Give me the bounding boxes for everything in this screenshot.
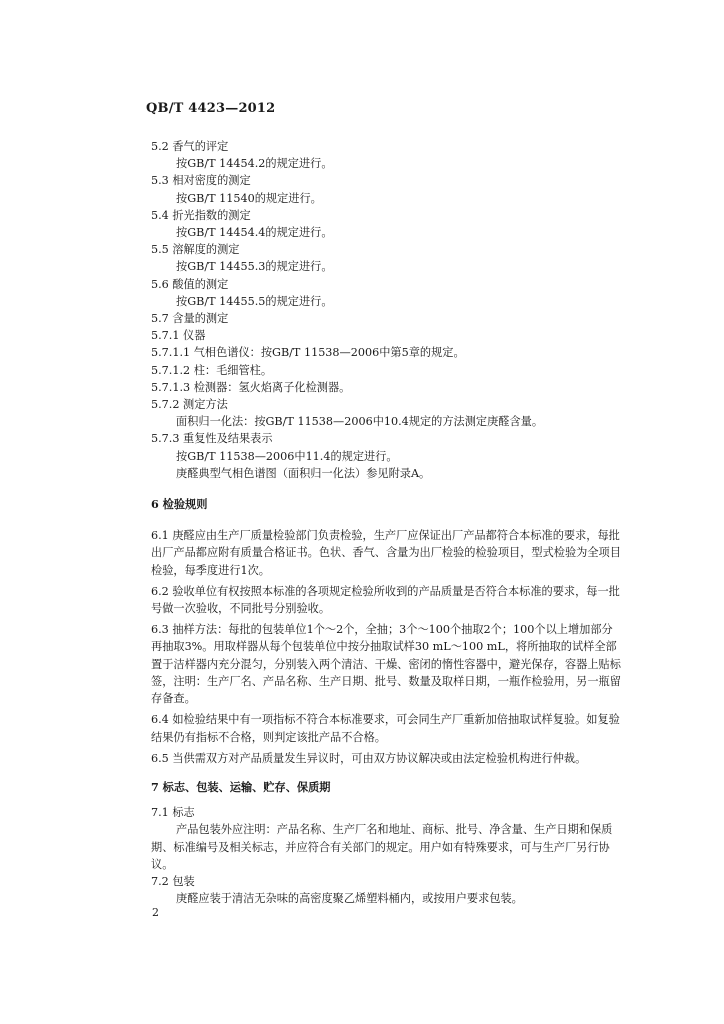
doc-line: 5.2 香气的评定 [151, 140, 229, 153]
doc-line: 庚醛典型气相色谱图（面积归一化法）参见附录A。 [176, 466, 431, 480]
page-number: 2 [152, 906, 159, 919]
doc-line: 按GB/T 14454.4的规定进行。 [176, 226, 333, 240]
section7-2-title: 7.2 包装 [151, 874, 195, 888]
section6-title: 6 检验规则 [151, 497, 208, 512]
doc-line: 5.4 折光指数的测定 [151, 208, 251, 222]
section6-paragraph: 6.4 如检验结果中有一项指标不符合本标准要求，可会同生产厂重新加倍抽取试样复验。如复验结果仍有指标不合格，则判定该批产品不合格。 [151, 713, 620, 744]
section6-paragraph: 6.3 抽样方法：每批的包装单位1个～2个，全抽；3个～100个抽取2个；100个以上增加部分再抽取3%。用取样器从每个包装单位中按分抽取试样30 mL～100 mL，将所抽取的试样全部置于洁样器内充分混匀，分别装入两个清洁、干燥、密闭的惰性容器中，避光保存，容器上贴标签，注明：生产厂名、产品名称、生产日期、批号、数量及取样日期，一瓶作检验用，另一瓶留存备查。 [151, 623, 621, 706]
doc-line: 5.7.1.3 检测器：氢火焰离子化检测器。 [151, 380, 351, 394]
doc-line: 5.7.3 重复性及结果表示 [151, 432, 273, 446]
document-body [151, 138, 621, 907]
document-code-header: QB/T 4423—2012 [146, 101, 276, 116]
doc-line: 按GB/T 11538—2006中11.4的规定进行。 [176, 449, 398, 463]
doc-line: 按GB/T 14455.3的规定进行。 [176, 260, 333, 274]
doc-line: 5.5 溶解度的测定 [151, 243, 240, 257]
doc-line: 按GB/T 11540的规定进行。 [176, 191, 322, 205]
doc-line: 5.6 酸值的测定 [151, 277, 229, 291]
section7-2-text: 庚醛应装于清洁无杂味的高密度聚乙烯塑料桶内，或按用户要求包装。 [176, 892, 523, 906]
section7-1-title: 7.1 标志 [151, 806, 195, 820]
section6-paragraphs [151, 527, 621, 767]
section6-paragraph: 6.1 庚醛应由生产厂质量检验部门负责检验，生产厂应保证出厂产品都符合本标准的要求，每批出厂产品都应附有质量合格证书。色状、香气、含量为出厂检验的检验项目，型式检验为全项目检验，每季度进行1次。 [151, 529, 621, 577]
section6-paragraph: 6.5 当供需双方对产品质量发生异议时，可由双方协议解决或由法定检验机构进行仲裁。 [151, 751, 587, 765]
doc-line: 5.7.2 测定方法 [151, 398, 228, 412]
section6-paragraph: 6.2 验收单位有权按照本标准的各项规定检验所收到的产品质量是否符合本标准的要求，每一批号做一次验收，不同批号分别验收。 [151, 584, 620, 616]
doc-line: 面积归一化法：按GB/T 11538—2006中10.4规定的方法测定庚醛含量。 [176, 415, 544, 429]
doc-line: 5.7.1.1 气相色谱仪：按GB/T 11538—2006中第5章的规定。 [151, 346, 465, 360]
doc-line: 5.3 相对密度的测定 [151, 174, 251, 188]
doc-line: 5.7.1 仪器 [151, 329, 206, 343]
section7-title: 7 标志、包装、运输、贮存、保质期 [151, 779, 331, 794]
doc-line: 5.7 含量的测定 [151, 312, 229, 326]
doc-line: 按GB/T 14455.5的规定进行。 [176, 294, 333, 308]
section5-lines [151, 138, 621, 482]
section7-1-text: 产品包装外应注明：产品名称、生产厂名和地址、商标、批号、净含量、生产日期和保质期、标准编号及相关标志，并应符合有关部门的规定。用户如有特殊要求，可与生产厂另行协议。 [151, 823, 613, 871]
doc-line: 按GB/T 14454.2的规定进行。 [176, 157, 333, 171]
doc-line: 5.7.1.2 柱：毛细管柱。 [151, 363, 273, 377]
